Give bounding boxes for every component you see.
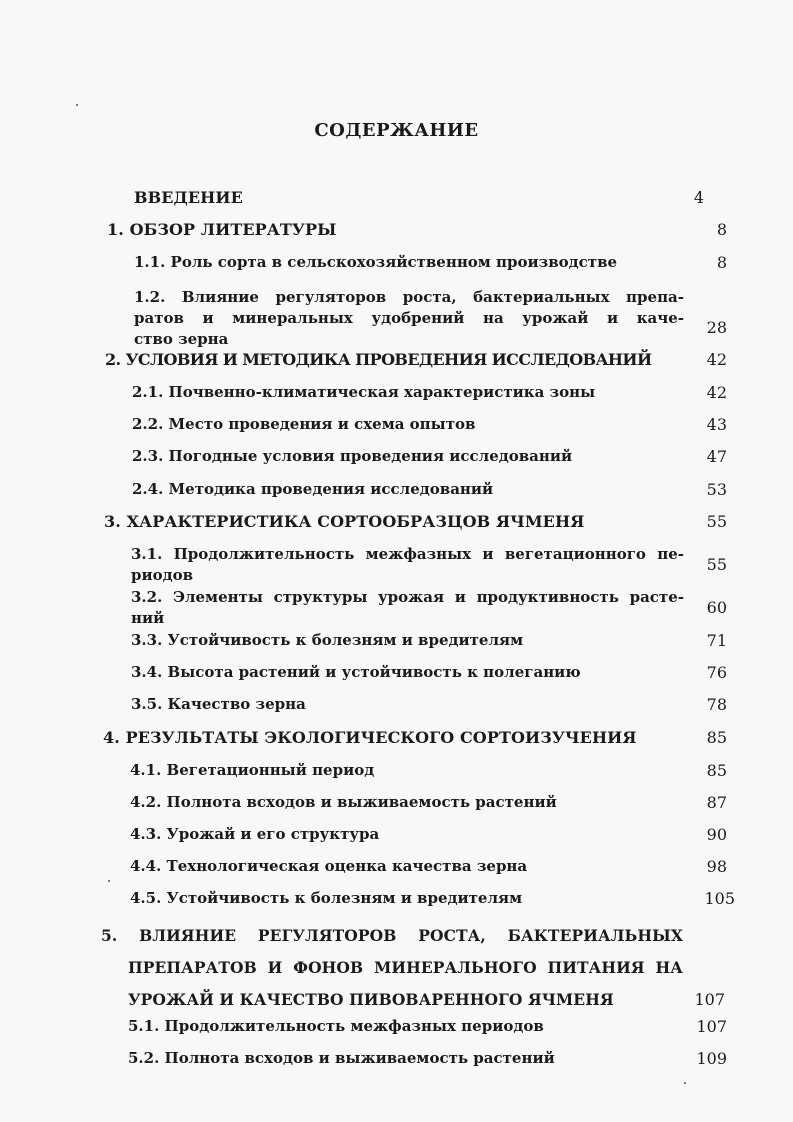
toc-page-number: 55 <box>706 555 727 574</box>
toc-page-number: 87 <box>706 793 727 812</box>
toc-page-number: 55 <box>706 512 727 531</box>
toc-page-number: 53 <box>706 480 727 499</box>
toc-page-number: 98 <box>706 857 727 876</box>
toc-entry-title: 2.4. Методика проведения исследований <box>132 480 494 498</box>
toc-page-number: 107 <box>696 1017 727 1036</box>
toc-page-number: 47 <box>706 447 727 466</box>
toc-page-number: 109 <box>696 1049 727 1068</box>
toc-entry <box>130 824 737 845</box>
toc-page-number: 42 <box>706 350 727 369</box>
toc-entry <box>134 187 704 208</box>
toc-entry <box>105 349 735 370</box>
toc-entry-title: 1. ОБЗОР ЛИТЕРАТУРЫ <box>107 220 337 239</box>
toc-entry-title: 4.3. Урожай и его структура <box>130 825 380 843</box>
toc-entry-title: 4.2. Полнота всходов и выживаемость растений <box>130 793 557 811</box>
toc-entry-title: 2. УСЛОВИЯ И МЕТОДИКА ПРОВЕДЕНИЯ ИССЛЕДОВАНИЙ <box>105 350 652 369</box>
toc-page-number: 28 <box>706 318 727 337</box>
toc-entry <box>104 511 736 532</box>
toc-entry <box>130 888 737 909</box>
toc-entry <box>134 252 734 273</box>
toc-entry <box>103 727 736 748</box>
toc-entry-line: ний <box>131 609 165 627</box>
toc-entry-title: 1.1. Роль сорта в сельскохозяйственном производстве <box>134 253 618 271</box>
toc-entry-title: 2.2. Место проведения и схема опытов <box>132 415 476 433</box>
scan-speck <box>108 880 110 882</box>
toc-entry <box>130 856 737 877</box>
toc-entry <box>130 760 737 781</box>
toc-page-number: 8 <box>716 220 727 239</box>
toc-page-number: 85 <box>706 761 727 780</box>
toc-page-number: 60 <box>706 598 727 617</box>
toc-page-number: 78 <box>706 695 727 714</box>
toc-entry-line: 3.1. Продолжительность межфазных и вегетационного пе- <box>131 545 684 563</box>
toc-page-number: 85 <box>706 728 727 747</box>
toc-entry-line: ратов и минеральных удобрений на урожай и каче- <box>134 309 684 327</box>
toc-entry-line: УРОЖАЙ И КАЧЕСТВО ПИВОВАРЕННОГО ЯЧМЕНЯ <box>128 990 614 1009</box>
toc-entry-title: 4.4. Технологическая оценка качества зерна <box>130 857 528 875</box>
toc-entry <box>130 792 737 813</box>
scan-speck <box>684 1082 686 1084</box>
toc-entry <box>128 1048 737 1069</box>
toc-entry-title: 4.5. Устойчивость к болезням и вредителям <box>130 889 523 907</box>
toc-entry <box>132 479 737 500</box>
toc-entry-line: ПРЕПАРАТОВ И ФОНОВ МИНЕРАЛЬНОГО ПИТАНИЯ НА <box>128 958 683 977</box>
toc-page-number: 42 <box>706 383 727 402</box>
toc-entry <box>132 414 737 435</box>
toc-page-number: 71 <box>706 631 727 650</box>
toc-entry-line: ство зерна <box>134 330 229 348</box>
toc-page-number: 76 <box>706 663 727 682</box>
toc-page-number: 90 <box>706 825 727 844</box>
toc-entry-line: 1.2. Влияние регуляторов роста, бактериальных препа- <box>134 288 684 306</box>
toc-entry-title: 2.1. Почвенно-климатическая характеристика зоны <box>132 383 596 401</box>
toc-entry <box>132 382 737 403</box>
toc-entry <box>107 219 727 240</box>
toc-entry-title: 3.4. Высота растений и устойчивость к полеганию <box>131 663 581 681</box>
toc-page-number: 105 <box>704 889 735 908</box>
toc-entry-line: 3.2. Элементы структуры урожая и продуктивность расте- <box>131 588 684 606</box>
scan-speck <box>76 104 78 106</box>
toc-entry-title: 5.1. Продолжительность межфазных периодов <box>128 1017 544 1035</box>
page-title: СОДЕРЖАНИЕ <box>314 120 479 141</box>
toc-entry <box>101 920 741 1016</box>
toc-entry-title: 3. ХАРАКТЕРИСТИКА СОРТООБРАЗЦОВ ЯЧМЕНЯ <box>104 512 585 531</box>
toc-page-number: 8 <box>716 253 727 272</box>
toc-entry <box>132 446 737 467</box>
toc-entry <box>131 544 727 586</box>
toc-entry-title: 5.2. Полнота всходов и выживаемость растений <box>128 1049 555 1067</box>
toc-entry-line: 5. ВЛИЯНИЕ РЕГУЛЯТОРОВ РОСТА, БАКТЕРИАЛЬНЫХ <box>101 926 683 945</box>
toc-entry <box>131 694 737 715</box>
toc-entry <box>134 287 727 350</box>
toc-entry-title: 3.5. Качество зерна <box>131 695 306 713</box>
toc-page-number: 4 <box>693 188 704 207</box>
toc-entry <box>131 662 737 683</box>
toc-entry <box>128 1016 737 1037</box>
toc-page-number: 107 <box>694 990 725 1009</box>
toc-entry-title: 4. РЕЗУЛЬТАТЫ ЭКОЛОГИЧЕСКОГО СОРТОИЗУЧЕНИЯ <box>103 728 637 747</box>
toc-entry <box>131 587 727 629</box>
toc-entry-title: 3.3. Устойчивость к болезням и вредителям <box>131 631 524 649</box>
toc-entry-title: 4.1. Вегетационный период <box>130 761 375 779</box>
toc-entry-title: ВВЕДЕНИЕ <box>134 188 243 207</box>
toc-page-number: 43 <box>706 415 727 434</box>
toc-entry-line: риодов <box>131 566 194 584</box>
toc-entry <box>131 630 737 651</box>
toc-entry-title: 2.3. Погодные условия проведения исследований <box>132 447 573 465</box>
